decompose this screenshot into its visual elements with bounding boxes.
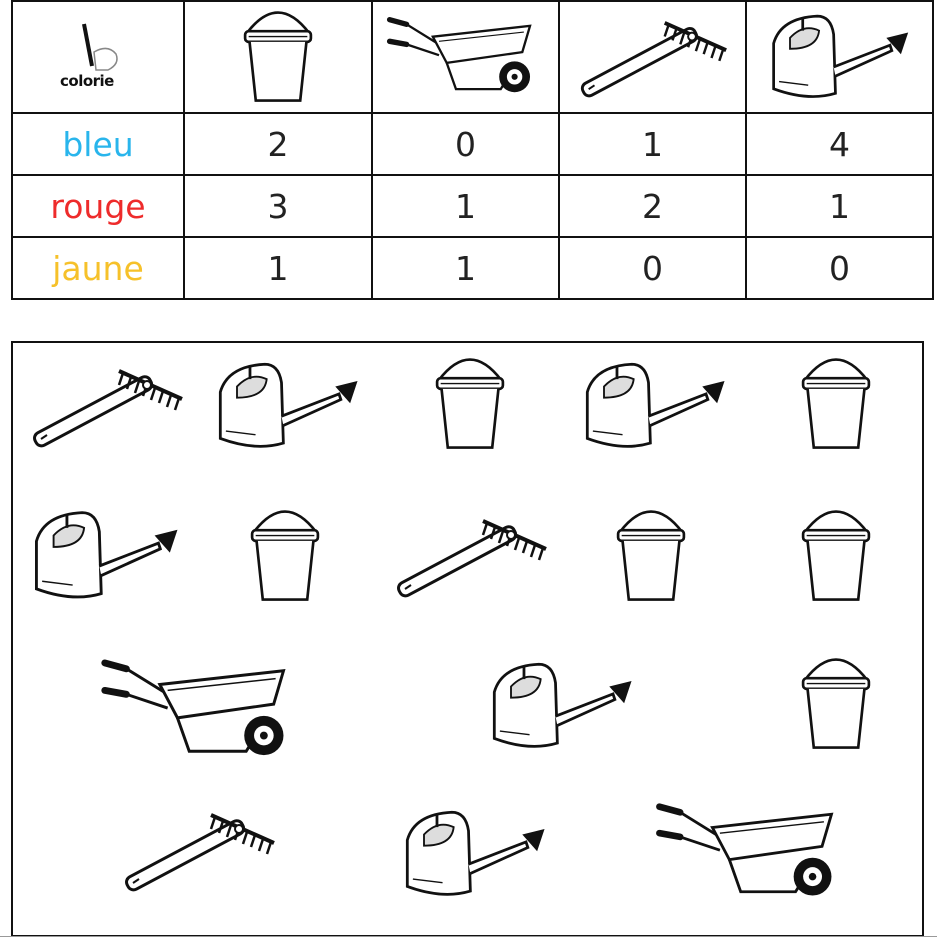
color-label-bleu: bleu (12, 113, 184, 175)
bucket-icon (796, 355, 876, 453)
count-cell: 0 (372, 113, 559, 175)
scene-item[interactable] (119, 805, 279, 895)
watering-can-icon (762, 7, 918, 107)
pencil-hand-icon (58, 22, 138, 72)
bucket-icon (796, 507, 876, 605)
bucket-icon (796, 655, 876, 753)
scene-item[interactable] (796, 507, 876, 605)
scene-item[interactable] (245, 507, 325, 605)
scene-item[interactable] (209, 355, 367, 457)
logo-cell (12, 1, 184, 113)
bucket-icon (430, 355, 510, 453)
scene-item[interactable] (97, 657, 307, 765)
color-label-rouge: rouge (12, 175, 184, 237)
watering-can-icon (25, 503, 187, 608)
bucket-icon (611, 507, 691, 605)
rake-header (559, 1, 746, 113)
count-cell: 1 (372, 175, 559, 237)
scene-item[interactable] (25, 503, 187, 608)
rake-icon (27, 361, 187, 451)
bucket-icon (245, 507, 325, 605)
wheelbarrow-icon (97, 657, 307, 765)
watering-can-icon (483, 655, 641, 757)
watering-can-icon (209, 355, 367, 457)
count-cell: 0 (746, 237, 933, 299)
rake-icon (119, 805, 279, 895)
count-cell: 2 (184, 113, 372, 175)
watering-can-icon (576, 355, 734, 457)
table-header-row (12, 1, 933, 113)
watering-can-icon (396, 803, 554, 905)
table-row (12, 113, 933, 175)
scene-item[interactable] (653, 801, 853, 905)
count-table (11, 0, 934, 300)
rake-icon (575, 13, 731, 101)
scene-item[interactable] (430, 355, 510, 453)
watering-can-header (746, 1, 933, 113)
scene-item[interactable] (796, 655, 876, 753)
table-row (12, 175, 933, 237)
wheelbarrow-icon (653, 801, 853, 905)
scene-item[interactable] (483, 655, 641, 757)
bucket-header (184, 1, 372, 113)
wheelbarrow-header (372, 1, 559, 113)
page-bottom-rule (0, 936, 937, 937)
bucket-icon (238, 8, 318, 106)
scene-item[interactable] (27, 361, 187, 451)
coloring-scene (11, 341, 924, 937)
scene-item[interactable] (611, 507, 691, 605)
wheelbarrow-icon (385, 15, 547, 100)
logo (58, 22, 138, 92)
count-cell: 0 (559, 237, 746, 299)
rake-icon (391, 511, 551, 601)
count-cell: 3 (184, 175, 372, 237)
scene-item[interactable] (796, 355, 876, 453)
count-cell: 1 (559, 113, 746, 175)
count-cell: 1 (184, 237, 372, 299)
count-cell: 1 (372, 237, 559, 299)
count-cell: 4 (746, 113, 933, 175)
logo-text: colorie (60, 72, 114, 90)
color-label-jaune: jaune (12, 237, 184, 299)
count-cell: 2 (559, 175, 746, 237)
table-row (12, 237, 933, 299)
scene-item[interactable] (396, 803, 554, 905)
scene-item[interactable] (576, 355, 734, 457)
scene-item[interactable] (391, 511, 551, 601)
count-cell: 1 (746, 175, 933, 237)
